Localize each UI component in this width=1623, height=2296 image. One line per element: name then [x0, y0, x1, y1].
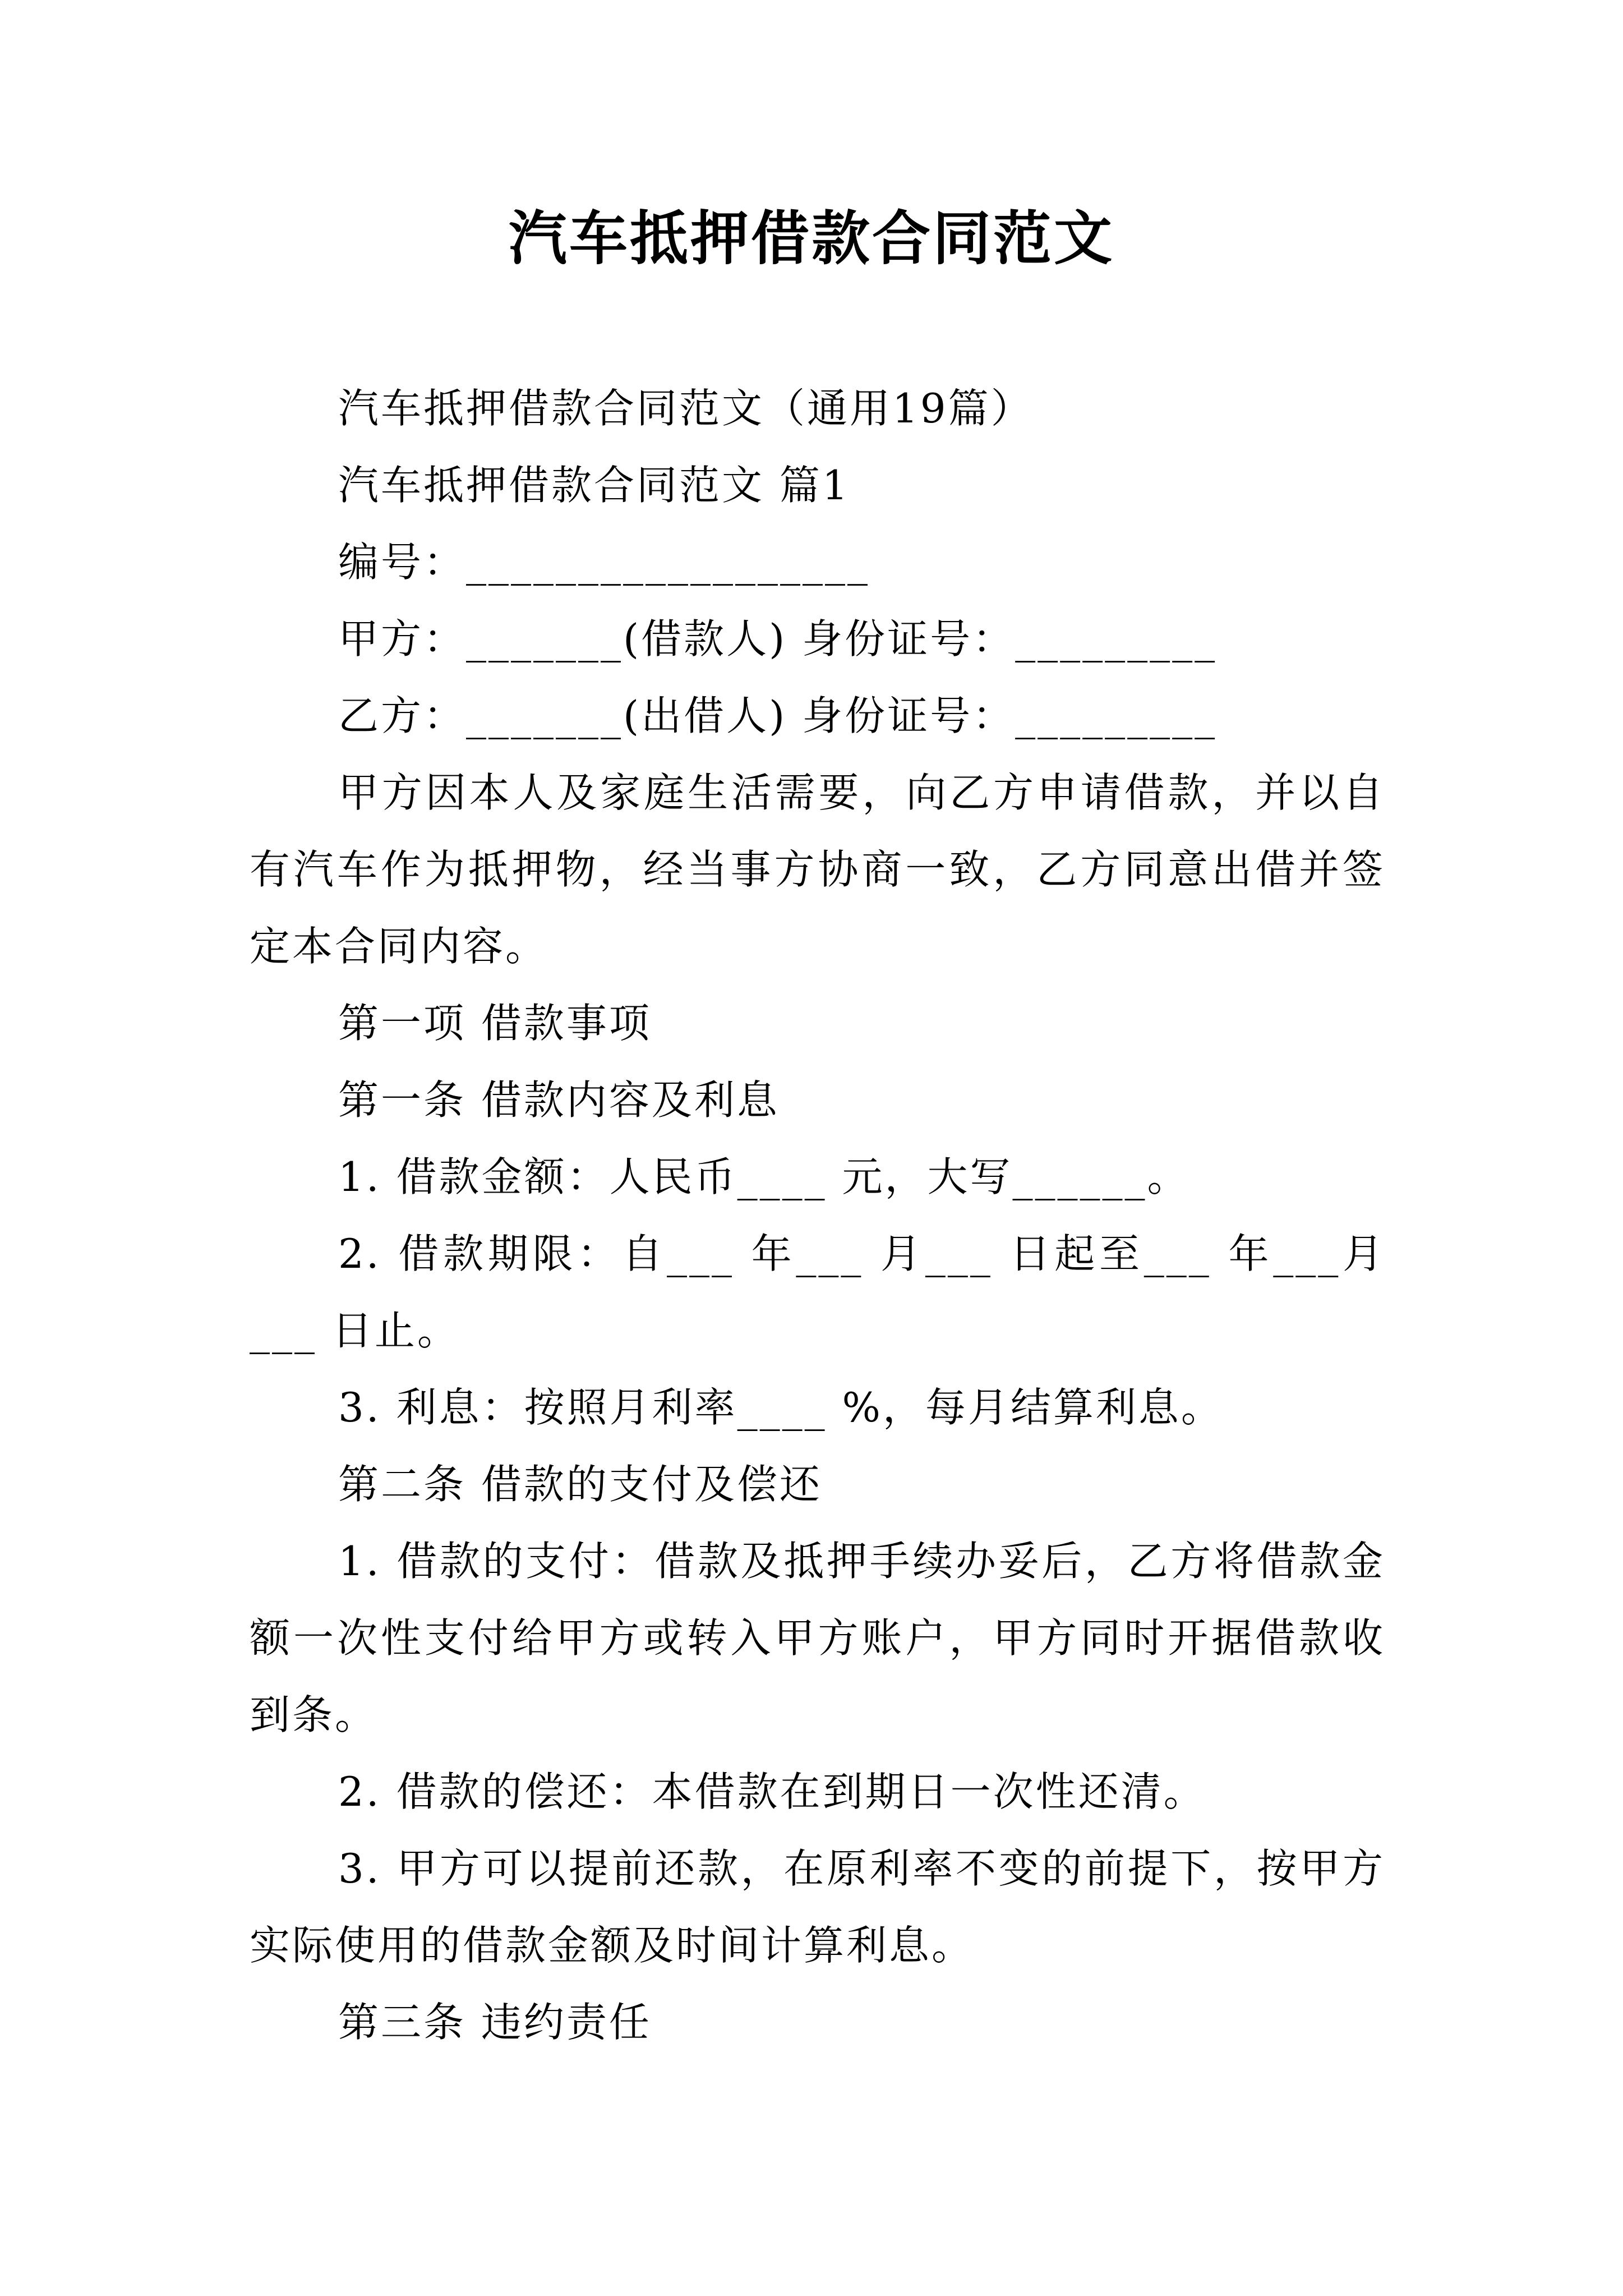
article-heading: 第一条 借款内容及利息 [338, 1076, 780, 1124]
article-heading: 第二条 借款的支付及偿还 [338, 1461, 822, 1508]
clause-paragraph: 3. 利息：按照月利率____ %，每月结算利息。 [338, 1384, 1224, 1431]
item-heading: 第一项 借款事项 [338, 1000, 652, 1047]
document-body [250, 370, 1385, 2061]
subtitle-paragraph: 汽车抵押借款合同范文（通用19篇） [338, 385, 1034, 432]
document-title: 汽车抵押借款合同范文 [508, 204, 1114, 273]
clause-paragraph: 1. 借款金额：人民币____ 元，大写______。 [338, 1153, 1190, 1200]
party-a-line: 甲方：_______(借款人) 身份证号：_________ [338, 615, 1218, 662]
clause-paragraph: 2. 借款的偿还：本借款在到期日一次性还清。 [338, 1768, 1206, 1815]
article-heading: 第三条 违约责任 [338, 1999, 652, 2046]
clause-paragraph: 2. 借款期限：自___ 年___ 月___ 日起至___ 年___月___ 日止。 [250, 1230, 1385, 1354]
contract-number-line: 编号：__________________ [338, 539, 870, 586]
section-heading: 汽车抵押借款合同范文 篇1 [338, 462, 850, 509]
preamble-paragraph: 甲方因本人及家庭生活需要，向乙方申请借款，并以自有汽车作为抵押物，经当事方协商一致，乙方同意出借并签定本合同内容。 [250, 769, 1385, 970]
party-b-line: 乙方：_______(出借人) 身份证号：_________ [338, 692, 1218, 739]
clause-paragraph: 1. 借款的支付：借款及抵押手续办妥后，乙方将借款金额一次性支付给甲方或转入甲方账户，甲方同时开据借款收到条。 [250, 1538, 1385, 1738]
clause-paragraph: 3. 甲方可以提前还款，在原利率不变的前提下，按甲方实际使用的借款金额及时间计算利息。 [250, 1845, 1385, 1969]
